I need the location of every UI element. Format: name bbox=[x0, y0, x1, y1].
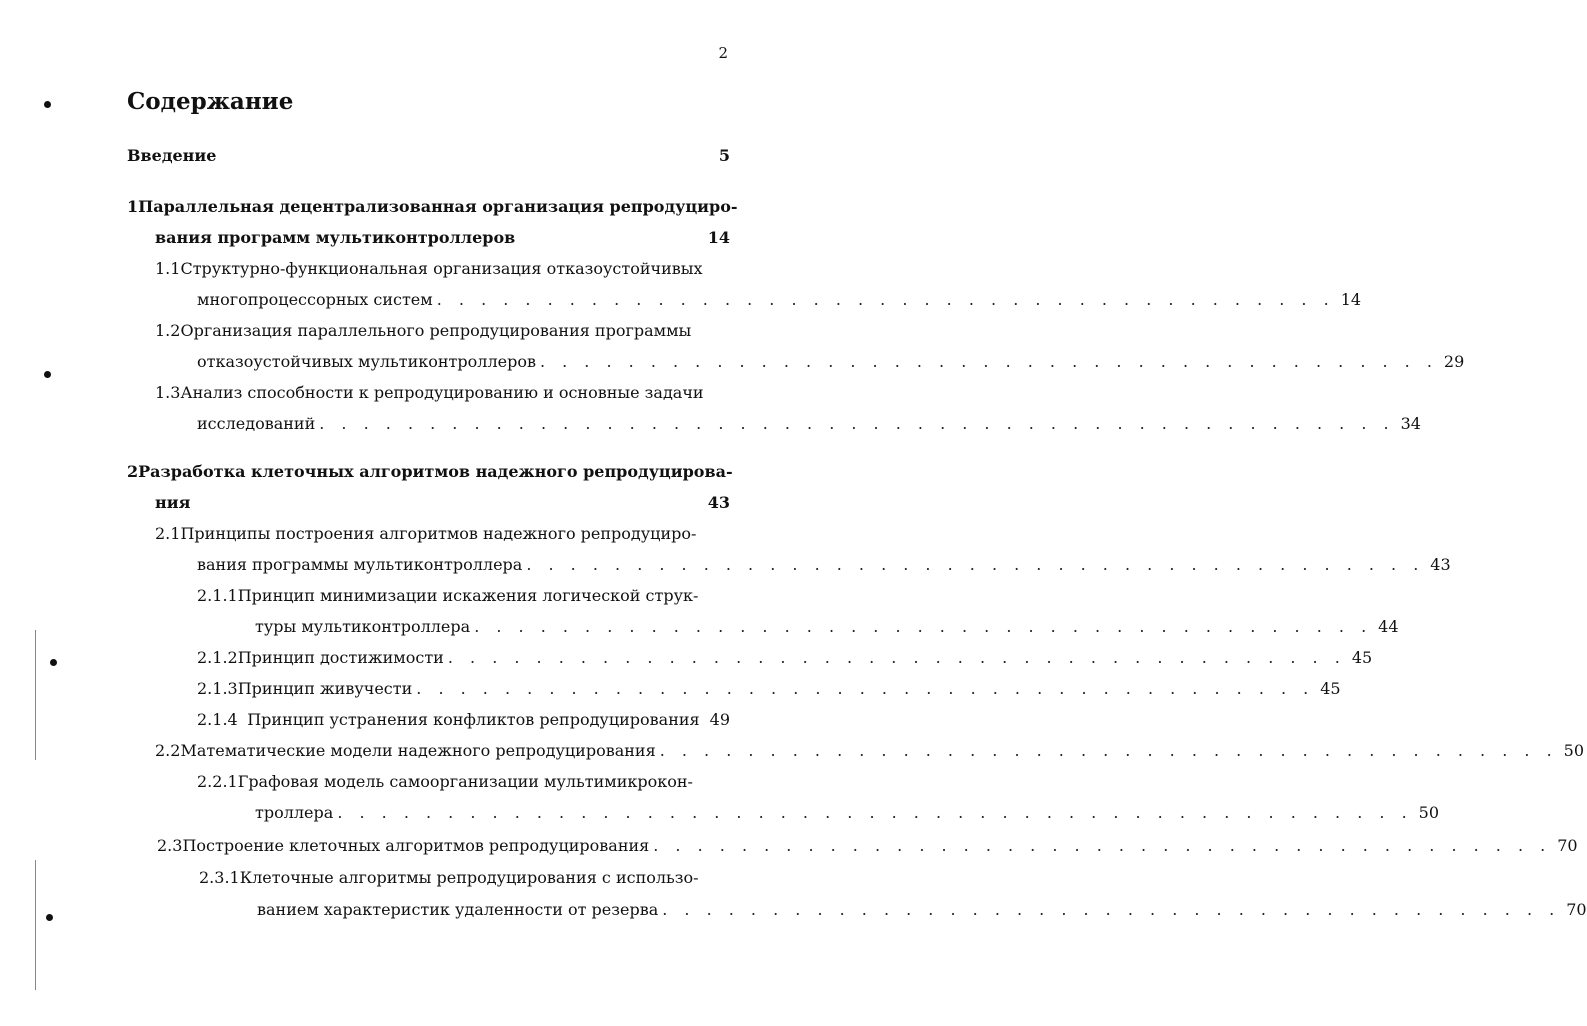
margin-mark bbox=[44, 101, 51, 108]
toc-page-number: 34 bbox=[1400, 414, 1421, 433]
toc-entry-label: Структурно-функциональная организация отказоустойчивых bbox=[180, 259, 703, 278]
dot-leader: . . . . . . . . . . . . . . . . . . . . . . . . . . . . . . . . . . . . . . . . . bbox=[447, 648, 1346, 667]
dot-leader: . . . . . . . . . . . . . . . . . . . . . . . . . . . . . . . . . . . . . . . . . . . . . . . . . bbox=[319, 414, 1395, 433]
toc-entry-label: Принципы построения алгоритмов надежного репродуциро- bbox=[180, 524, 697, 543]
toc-section-2-2[interactable] bbox=[155, 741, 1585, 760]
margin-mark bbox=[44, 371, 51, 378]
page-number: 2 bbox=[718, 44, 728, 62]
toc-page-number: 5 bbox=[718, 146, 730, 165]
toc-entry-label: Математические модели надежного репродуцирования bbox=[180, 741, 656, 760]
toc-entry-label: вания программ мультиконтроллеров bbox=[155, 228, 516, 247]
toc-page-number: 70 bbox=[1566, 900, 1587, 919]
toc-page-number: 70 bbox=[1557, 836, 1578, 855]
toc-entry-label: Клеточные алгоритмы репродуцирования с использо- bbox=[239, 868, 699, 887]
toc-entry-label: ванием характеристик удаленности от резерва bbox=[257, 900, 659, 919]
toc-subsection-2-2-1-cont[interactable] bbox=[255, 803, 1440, 822]
toc-subsection-2-3-1[interactable] bbox=[199, 868, 699, 887]
toc-section-1-3-cont[interactable] bbox=[197, 414, 1421, 433]
scan-edge-line bbox=[35, 860, 36, 990]
toc-entry-label: троллера bbox=[255, 803, 334, 822]
toc-section-number: 2.1.2 bbox=[197, 648, 238, 667]
toc-page-number: 49 bbox=[709, 710, 730, 729]
toc-chapter-2[interactable] bbox=[127, 462, 733, 481]
scan-edge-line bbox=[35, 630, 36, 760]
toc-page-number: 50 bbox=[1418, 803, 1440, 822]
toc-entry-label: отказоустойчивых мультиконтроллеров bbox=[197, 352, 536, 371]
dot-leader: . . . . . . . . . . . . . . . . . . . . . . . . . . . . . . . . . . . . . . . . . . . . . . . . . bbox=[337, 803, 1413, 822]
toc-entry-label: многопроцессорных систем bbox=[197, 290, 433, 309]
toc-entry-label: Параллельная децентрализованная организация репродуциро- bbox=[138, 197, 738, 216]
margin-mark bbox=[50, 659, 57, 666]
dot-leader: . . . . . . . . . . . . . . . . . . . . . . . . . . . . . . . . . . . . . . . . . bbox=[539, 352, 1438, 371]
toc-subsection-2-1-1-cont[interactable] bbox=[255, 617, 1399, 636]
toc-entry-label: Анализ способности к репродуцированию и основные задачи bbox=[180, 383, 704, 402]
toc-entry-label: Принцип устранения конфликтов репродуцирования bbox=[247, 710, 700, 729]
toc-section-1-1[interactable] bbox=[155, 259, 703, 278]
toc-page-number: 14 bbox=[707, 228, 730, 247]
toc-section-1-2-cont[interactable] bbox=[197, 352, 1465, 371]
toc-entry-label: Принцип минимизации искажения логической струк- bbox=[237, 586, 699, 605]
toc-page-number: 50 bbox=[1563, 741, 1585, 760]
toc-page-number: 14 bbox=[1340, 290, 1362, 309]
toc-entry-label: Организация параллельного репродуцирования программы bbox=[180, 321, 692, 340]
dot-leader: . . . . . . . . . . . . . . . . . . . . . . . . . . . . . . . . . . . . . . . . . bbox=[416, 679, 1315, 698]
toc-section-number: 1.2 bbox=[155, 321, 181, 340]
toc-section-1-1-cont[interactable] bbox=[197, 290, 1362, 309]
toc-section-number: 2.2.1 bbox=[197, 772, 238, 791]
toc-chapter-2-cont[interactable] bbox=[155, 493, 730, 512]
toc-entry-label: Введение bbox=[127, 146, 217, 165]
toc-entry-intro[interactable] bbox=[127, 146, 730, 165]
toc-entry-label: Принцип живучести bbox=[237, 679, 413, 698]
toc-section-2-1[interactable] bbox=[155, 524, 697, 543]
dot-leader: . . . . . . . . . . . . . . . . . . . . . . . . . . . . . . . . . . . . . . . . . bbox=[653, 836, 1552, 855]
toc-entry-label: исследований bbox=[197, 414, 316, 433]
toc-chapter-number: 2 bbox=[127, 462, 139, 481]
toc-entry-label: туры мультиконтроллера bbox=[255, 617, 471, 636]
toc-entry-label: Построение клеточных алгоритмов репродуцирования bbox=[182, 836, 650, 855]
toc-page-number: 45 bbox=[1320, 679, 1341, 698]
toc-subsection-2-3-1-cont[interactable] bbox=[257, 900, 1587, 919]
toc-section-number: 2.1.3 bbox=[197, 679, 238, 698]
toc-page-number: 29 bbox=[1443, 352, 1465, 371]
toc-section-number: 2.3.1 bbox=[199, 868, 240, 887]
toc-section-2-3[interactable] bbox=[157, 836, 1578, 855]
toc-chapter-number: 1 bbox=[127, 197, 139, 216]
page-title: Содержание bbox=[127, 88, 294, 115]
toc-section-number: 2.1.4 bbox=[197, 710, 238, 729]
toc-entry-label: Принцип достижимости bbox=[237, 648, 444, 667]
toc-page-number: 45 bbox=[1351, 648, 1373, 667]
dot-leader: . . . . . . . . . . . . . . . . . . . . . . . . . . . . . . . . . . . . . . . . . bbox=[659, 741, 1558, 760]
toc-section-number: 2.2 bbox=[155, 741, 181, 760]
dot-leader: . . . . . . . . . . . . . . . . . . . . . . . . . . . . . . . . . . . . . . . . . bbox=[662, 900, 1561, 919]
toc-section-1-3[interactable] bbox=[155, 383, 704, 402]
toc-section-2-1-cont[interactable] bbox=[197, 555, 1451, 574]
toc-entry-label: ния bbox=[155, 493, 191, 512]
toc-section-1-2[interactable] bbox=[155, 321, 692, 340]
dot-leader: . . . . . . . . . . . . . . . . . . . . . . . . . . . . . . . . . . . . . . . . . bbox=[474, 617, 1373, 636]
toc-entry-label: Графовая модель самоорганизации мультимикрокон- bbox=[237, 772, 693, 791]
toc-chapter-1[interactable] bbox=[127, 197, 738, 216]
dot-leader: . . . . . . . . . . . . . . . . . . . . . . . . . . . . . . . . . . . . . . . . . bbox=[526, 555, 1425, 574]
toc-entry-label: Разработка клеточных алгоритмов надежного репродуцирова- bbox=[138, 462, 733, 481]
toc-subsection-2-2-1[interactable] bbox=[197, 772, 693, 791]
toc-subsection-2-1-3[interactable] bbox=[197, 679, 1341, 698]
toc-section-number: 2.3 bbox=[157, 836, 183, 855]
dot-leader: . . . . . . . . . . . . . . . . . . . . . . . . . . . . . . . . . . . . . . . . . bbox=[436, 290, 1335, 309]
toc-subsection-2-1-2[interactable] bbox=[197, 648, 1373, 667]
toc-page-number: 44 bbox=[1378, 617, 1399, 636]
toc-page-number: 43 bbox=[707, 493, 730, 512]
toc-section-number: 1.1 bbox=[155, 259, 181, 278]
toc-section-number: 2.1 bbox=[155, 524, 181, 543]
toc-page-number: 43 bbox=[1430, 555, 1451, 574]
toc-entry-label: вания программы мультиконтроллера bbox=[197, 555, 523, 574]
toc-subsection-2-1-4[interactable] bbox=[197, 710, 730, 729]
toc-section-number: 1.3 bbox=[155, 383, 181, 402]
toc-subsection-2-1-1[interactable] bbox=[197, 586, 699, 605]
toc-chapter-1-cont[interactable] bbox=[155, 228, 730, 247]
margin-mark bbox=[46, 914, 53, 921]
toc-section-number: 2.1.1 bbox=[197, 586, 238, 605]
